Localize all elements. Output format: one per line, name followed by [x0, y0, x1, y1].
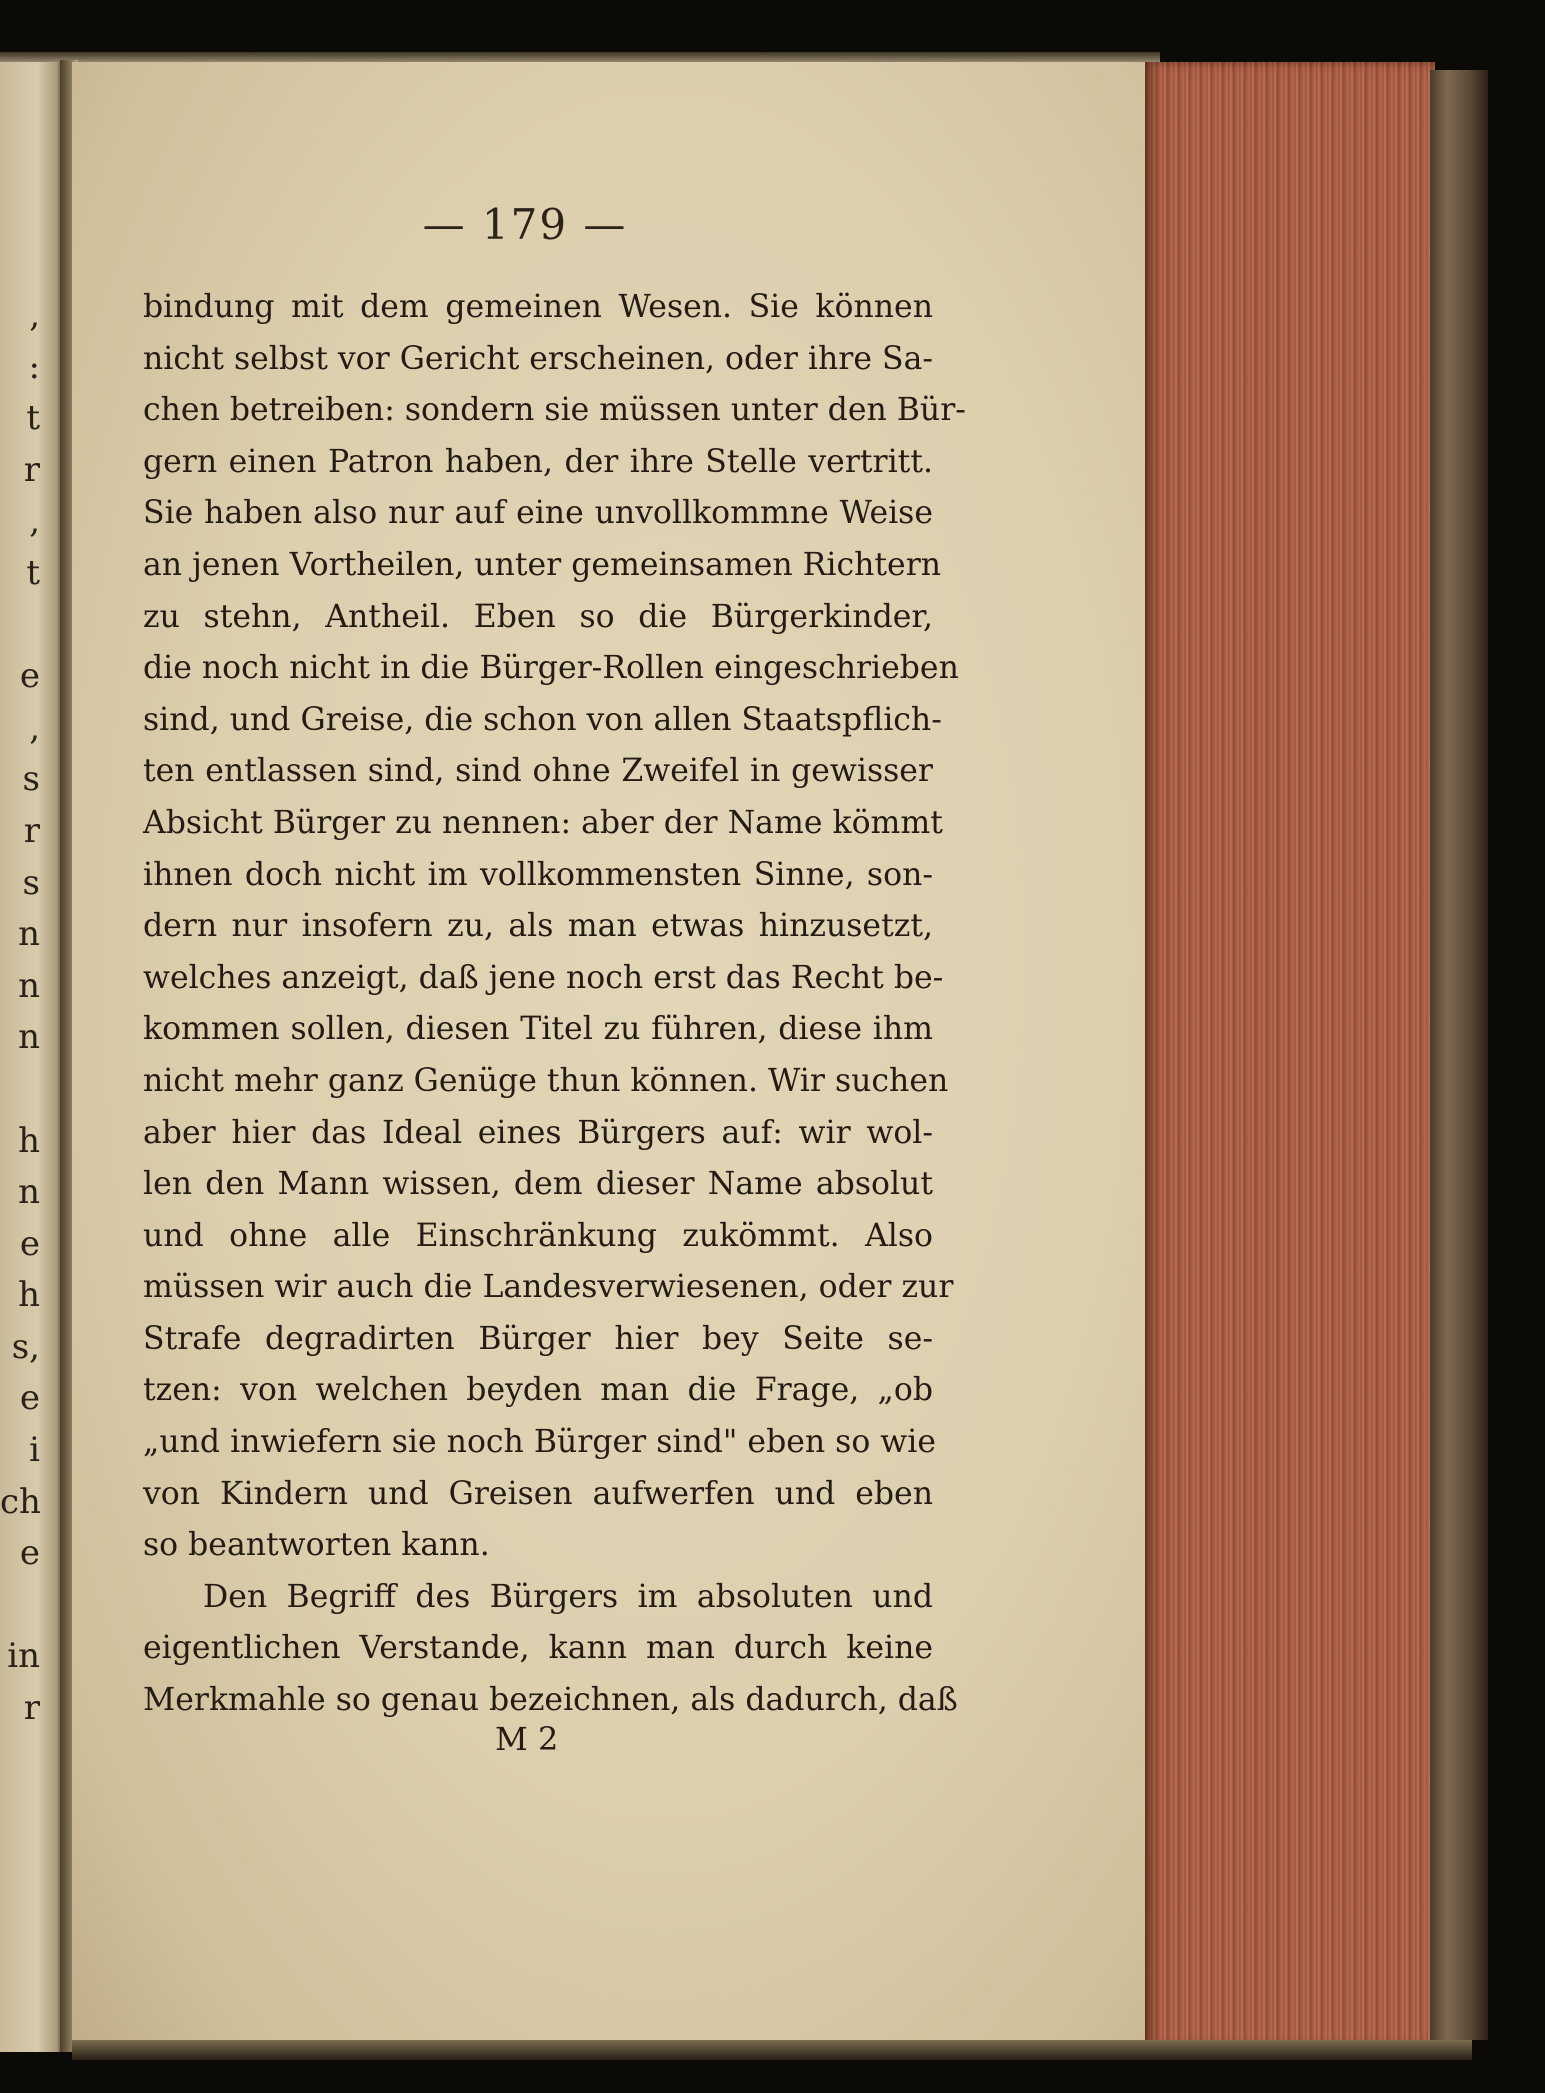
- text-line: Absicht Bürger zu nennen: aber der Name kömmt: [143, 804, 943, 841]
- left-page-line-ending: ,: [29, 295, 40, 335]
- left-page-line-ending: t: [26, 398, 40, 439]
- text-line: Sie haben also nur auf eine unvollkommne Weise: [143, 495, 933, 532]
- text-line: Den Begriff des Bürgers im absoluten und: [203, 1578, 933, 1615]
- left-page-line-ending: s,: [11, 1326, 40, 1367]
- text-line: an jenen Vortheilen, unter gemeinsamen Richtern: [143, 546, 942, 583]
- text-line: tzen: von welchen beyden man die Frage, „ob: [143, 1372, 933, 1409]
- text-line: Merkmahle so genau bezeichnen, als dadurch, daß: [143, 1682, 958, 1719]
- text-line: zu stehn, Antheil. Eben so die Bürgerkinder,: [143, 598, 933, 635]
- text-line: eigentlichen Verstande, kann man durch keine: [143, 1630, 933, 1667]
- text-line: welches anzeigt, daß jene noch erst das Recht be-: [143, 959, 944, 996]
- left-page-line-endings: [0, 290, 40, 1735]
- left-page-line-ending: s: [22, 759, 40, 800]
- text-line: ten entlassen sind, sind ohne Zweifel in gewisser: [143, 753, 933, 790]
- text-line: chen betreiben: sondern sie müssen unter den Bür-: [143, 392, 966, 429]
- text-line: von Kindern und Greisen aufwerfen und eben: [143, 1475, 933, 1512]
- text-line: „und inwiefern sie noch Bürger sind" eben so wie: [143, 1424, 936, 1461]
- body-text: [143, 282, 966, 1727]
- left-page-line-ending: e: [19, 1223, 40, 1264]
- text-line: dern nur insofern zu, als man etwas hinzusetzt,: [143, 908, 933, 945]
- left-page-line-ending: :: [28, 346, 40, 387]
- book-cover-edge: [1430, 70, 1488, 2040]
- red-page-edges: [1145, 62, 1435, 2048]
- text-line: so beantworten kann.: [143, 1527, 490, 1564]
- left-page-line-ending: r: [23, 810, 40, 851]
- left-page-line-ending: e: [19, 1378, 40, 1419]
- left-page-line-ending: n: [18, 914, 40, 955]
- text-line: len den Mann wissen, dem dieser Name absolut: [143, 1166, 933, 1203]
- book-bottom-edge: [72, 2040, 1472, 2060]
- left-page-line-ending: in: [7, 1636, 40, 1677]
- text-line: nicht selbst vor Gericht erscheinen, oder ihre Sa-: [143, 340, 933, 377]
- left-page-line-ending: [0, 1064, 40, 1116]
- text-line: und ohne alle Einschränkung zukömmt. Also: [143, 1217, 933, 1254]
- left-page-line-ending: t: [26, 552, 40, 593]
- left-page-line-ending: n: [18, 965, 40, 1006]
- left-page-line-ending: [0, 600, 40, 652]
- text-line: die noch nicht in die Bürger-Rollen eingeschrieben: [143, 650, 959, 687]
- text-line: aber hier das Ideal eines Bürgers auf: wir wol-: [143, 1114, 933, 1151]
- text-line: nicht mehr ganz Genüge thun können. Wir suchen: [143, 1062, 949, 1099]
- left-page-line-ending: n: [18, 1172, 40, 1213]
- page-number: — 179 —: [422, 200, 628, 249]
- text-line: gern einen Patron haben, der ihre Stelle vertritt.: [143, 443, 933, 480]
- text-line: Strafe degradirten Bürger hier bey Seite se-: [143, 1320, 933, 1357]
- text-line: müssen wir auch die Landesverwiesenen, oder zur: [143, 1269, 954, 1306]
- left-page-line-ending: e: [19, 1533, 40, 1574]
- left-page-line-ending: e: [19, 656, 40, 697]
- left-page-line-ending: h: [18, 1120, 40, 1161]
- text-line: ihnen doch nicht im vollkommensten Sinne, son-: [143, 856, 933, 893]
- left-page-line-ending: s: [22, 862, 40, 903]
- left-page-line-ending: r: [23, 1688, 40, 1729]
- left-page-line-ending: i: [29, 1430, 40, 1471]
- text-line: kommen sollen, diesen Titel zu führen, diese ihm: [143, 1011, 933, 1048]
- text-line: sind, und Greise, die schon von allen Staatspflich-: [143, 701, 942, 738]
- left-page-line-ending: h: [18, 1275, 40, 1316]
- left-page-line-ending: ch: [0, 1481, 41, 1522]
- left-page-line-ending: r: [23, 449, 40, 490]
- left-page-line-ending: [0, 1580, 40, 1632]
- printer-signature-mark: M 2: [495, 1720, 559, 1758]
- text-line: bindung mit dem gemeinen Wesen. Sie können: [143, 289, 933, 325]
- left-page-line-ending: ,: [29, 707, 40, 748]
- left-page-line-ending: n: [18, 1017, 40, 1058]
- left-page-line-ending: ,: [29, 501, 40, 542]
